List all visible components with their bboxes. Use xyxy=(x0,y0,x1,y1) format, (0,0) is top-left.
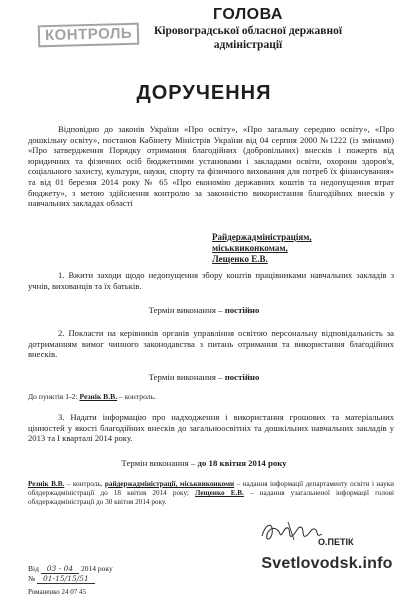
item-3-deadline-value: до 18 квітня 2014 року xyxy=(197,458,287,468)
addressee-line-1: Райдержадміністраціям, xyxy=(212,232,312,242)
date-prefix: Від xyxy=(28,564,39,573)
date-handwritten: 03 - 04 xyxy=(41,564,79,574)
item-1-deadline-value: постійно xyxy=(224,305,260,315)
number-line xyxy=(28,574,113,584)
document-header xyxy=(108,6,388,52)
site-watermark: Svetlovodsk.info xyxy=(252,552,402,576)
item-2-deadline-label: Термін виконання – xyxy=(148,372,223,382)
item-3-deadline-label: Термін виконання – xyxy=(121,458,196,468)
footer-text: Романенко 24 07 45 xyxy=(28,588,86,596)
date-block xyxy=(28,564,113,584)
number-handwritten: 01-15/15/51 xyxy=(37,574,95,584)
control-note-suffix: – контроль. xyxy=(119,392,156,401)
addressee-block xyxy=(212,232,402,265)
bottom-note-name-2: райдержадміністрації, міськвиконкоми xyxy=(104,480,235,488)
item-2-text: 2. Покласти на керівників органів управління освітою персональну відповідальність за дотриманням вимог чинного законодавства з питань отримання та використання благодійних внесків. xyxy=(28,328,394,360)
item-1-text: 1. Вжити заходи щодо недопущення збору коштів працівниками навчальних закладів з учнів, вихованців та їх батьків. xyxy=(28,270,394,291)
bottom-note xyxy=(28,480,394,507)
intro-paragraph: Відповідно до законів України «Про освіту», «Про загальну середню освіту», «Про дошкільну освіту», постанов Кабінету Міністрів України від 04 серпня 2000 №1222 (із змінами) «Про затвердження Порядку отримання благодійних (добровільних) внесків і пожертв від юридичних та фізичних осіб бюджетними установами і закладами освіти, охорони здоров'я, соціального захисту, культури, науки, спорту та фізичного виховання для потреб їх фінансування» та від 01 березня 2014 року № 65 «Про економію державних коштів та недопущення втрат бюджету», з метою здійснення контролю за законністю використання благодійних внесків у навчальних закладах області xyxy=(28,124,394,209)
bottom-note-part-3: – надання узагальненої інформації голові облдержадміністрації до 30 квітня 2014 року. xyxy=(28,489,394,506)
header-line-1: Кіровоградської обласної державної xyxy=(153,25,343,37)
item-1-deadline-label: Термін виконання – xyxy=(148,305,223,315)
header-line-2: адміністрації xyxy=(213,39,283,51)
date-line xyxy=(28,564,113,574)
bottom-note-name-1: Резнік В.В. xyxy=(28,480,65,488)
bottom-note-part-2: – надання інформації департаменту освіти і науки облдержадміністрації до 18 квітня 2014 року; xyxy=(28,480,395,497)
item-1-deadline xyxy=(0,305,408,316)
item-3-deadline xyxy=(0,458,408,469)
control-stamp: КОНТРОЛЬ xyxy=(38,23,140,48)
control-note-name: Резнік В.В. xyxy=(79,392,118,401)
date-year: 2014 року xyxy=(81,564,113,573)
addressee-line-3: Лещенко Е.В. xyxy=(212,254,268,264)
item-2-deadline-value: постійно xyxy=(224,372,260,382)
addressee-line-2: міськвиконкомам, xyxy=(212,243,288,253)
item-3-text: 3. Надати інформацію про надходження і використання грошових та матеріальних цінностей у якості благодійних внесків до загальноосвітніх та дошкільних навчальних закладів у 2013 та І кварталі 2014 року. xyxy=(28,412,394,444)
bottom-note-name-3: Лещенко Е.В. xyxy=(195,489,244,497)
number-prefix: № xyxy=(28,574,36,583)
control-note-prefix: До пунктів 1-2: xyxy=(28,392,78,401)
control-note xyxy=(28,392,394,401)
bottom-note-part-1: – контроль, xyxy=(66,480,103,488)
document-title: ДОРУЧЕННЯ xyxy=(136,82,272,104)
item-2-deadline xyxy=(0,372,408,383)
header-title: ГОЛОВА xyxy=(213,6,283,23)
signatory-name: О.ПЕТІК xyxy=(318,537,354,547)
